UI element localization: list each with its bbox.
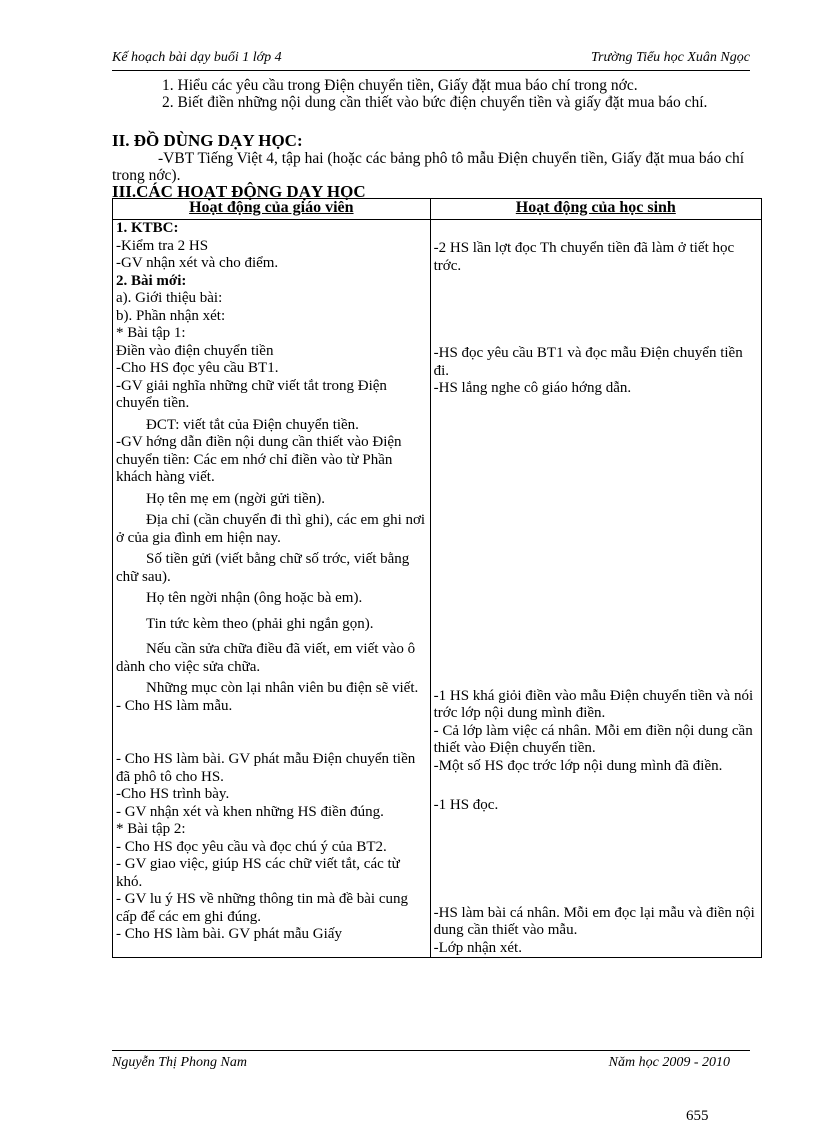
list-item: Họ tên mẹ em (ngời gửi tiền). [146, 490, 325, 507]
lesson-table [112, 198, 762, 958]
list-item: - Cả lớp làm việc cá nhân. Mỗi em điền nội dung cần thiết vào Điện chuyển tiền. [433, 722, 753, 756]
objective-2: 2. Biết điền những nội dung cần thiết vào bức điện chuyển tiền và giấy đặt mua báo chí. [162, 94, 708, 111]
list-item: Số tiền gửi (viết bằng chữ số trớc, viết bằng chữ sau). [116, 551, 410, 585]
list-item: -2 HS lần lợt đọc Th chuyển tiền đã làm ở tiết học trớc. [433, 240, 735, 274]
student-column-header: Hoạt động của học sinh [430, 199, 761, 220]
header-right: Trường Tiểu học Xuân Ngọc [590, 50, 750, 65]
footer-right: Năm học 2009 - 2010 [608, 1055, 730, 1070]
list-item: -GV hớng dẫn điền nội dung cần thiết vào Điện chuyển tiền: Các em nhớ chỉ điền vào từ Phần khách hàng viết. [116, 434, 402, 485]
list-item: Tin tức kèm theo (phải ghi ngắn gọn). [146, 615, 374, 632]
teacher-activities [113, 220, 431, 958]
student-activities [430, 220, 761, 958]
list-item: * Bài tập 1: [116, 325, 186, 341]
section-2-heading: II. ĐỒ DÙNG DẠY HỌC: [112, 131, 303, 150]
list-item: -GV giải nghĩa những chữ viết tắt trong Điện chuyển tiền. [116, 377, 387, 411]
table-row [113, 220, 762, 958]
page-header [112, 50, 750, 71]
page-footer [112, 1050, 750, 1073]
list-item: -HS lắng nghe cô giáo hớng dẫn. [433, 380, 632, 396]
list-item: * Bài tập 2: [116, 821, 186, 837]
objectives [112, 77, 752, 111]
section-2-text: -VBT Tiếng Việt 4, tập hai (hoặc các bảng phô tô mẫu Điện chuyển tiền, Giấy đặt mua báo chí trong nớc). [112, 150, 745, 184]
list-item: - GV lu ý HS về những thông tin mà đề bài cung cấp để các em ghi đúng. [116, 891, 408, 925]
list-item: -HS làm bài cá nhân. Mỗi em đọc lại mẫu và điền nội dung cần thiết vào mẫu. [433, 904, 755, 938]
teacher-column-header: Hoạt động của giáo viên [113, 199, 431, 220]
list-item: Những mục còn lại nhân viên bu điện sẽ viết. [146, 680, 419, 696]
list-item: Nếu cần sửa chữa điều đã viết, em viết vào ô dành cho việc sửa chữa. [116, 641, 416, 675]
list-item: Địa chỉ (cần chuyển đi thì ghi), các em ghi nơi ở của gia đình em hiện nay. [116, 512, 426, 546]
header-left: Kế hoạch bài dạy buổi 1 lớp 4 [112, 50, 282, 65]
list-item: -1 HS khá giỏi điền vào mẫu Điện chuyển tiền và nói trớc lớp nội dung mình điền. [433, 687, 754, 721]
list-item: 1. KTBC: [116, 220, 179, 236]
objective-1: 1. Hiểu các yêu cầu trong Điện chuyển tiền, Giấy đặt mua báo chí trong nớc. [162, 77, 638, 94]
list-item: -Một số HS đọc trớc lớp nội dung mình đã điền. [433, 757, 723, 774]
list-item: - Cho HS đọc yêu cầu và đọc chú ý của BT2. [116, 838, 387, 855]
list-item: -GV nhận xét và cho điểm. [116, 255, 279, 271]
section-3-heading: III.CÁC HOẠT ĐỘNG DẠY HỌC [112, 182, 366, 201]
list-item: -1 HS đọc. [433, 797, 499, 813]
list-item: Họ tên ngời nhận (ông hoặc bà em). [146, 590, 363, 606]
list-item: -Cho HS đọc yêu cầu BT1. [116, 360, 279, 376]
list-item: - Cho HS làm mẫu. [116, 697, 233, 714]
list-item: -Cho HS trình bày. [116, 786, 230, 802]
list-item: - GV nhận xét và khen những HS điền đúng. [116, 803, 384, 820]
list-item: ĐCT: viết tắt của Điện chuyển tiền. [146, 416, 359, 433]
table-header-row [113, 199, 762, 220]
list-item: -Kiểm tra 2 HS [116, 237, 209, 254]
section-2 [112, 132, 752, 184]
list-item: - Cho HS làm bài. GV phát mẫu Giấy [116, 926, 342, 942]
footer-left: Nguyễn Thị Phong Nam [112, 1055, 247, 1070]
list-item: - Cho HS làm bài. GV phát mẫu Điện chuyển tiền đã phô tô cho HS. [116, 751, 416, 785]
list-item: - GV giao việc, giúp HS các chữ viết tắt, các từ khó. [116, 856, 400, 890]
list-item: -Lớp nhận xét. [433, 939, 522, 956]
list-item: b). Phần nhận xét: [116, 307, 226, 324]
page-number: 655 [686, 1108, 709, 1124]
list-item: Điền vào điện chuyển tiền [116, 342, 274, 359]
list-item: -HS đọc yêu cầu BT1 và đọc mẫu Điện chuyển tiền đi. [433, 345, 743, 379]
list-item: 2. Bài mới: [116, 272, 187, 289]
list-item: a). Giới thiệu bài: [116, 290, 223, 306]
